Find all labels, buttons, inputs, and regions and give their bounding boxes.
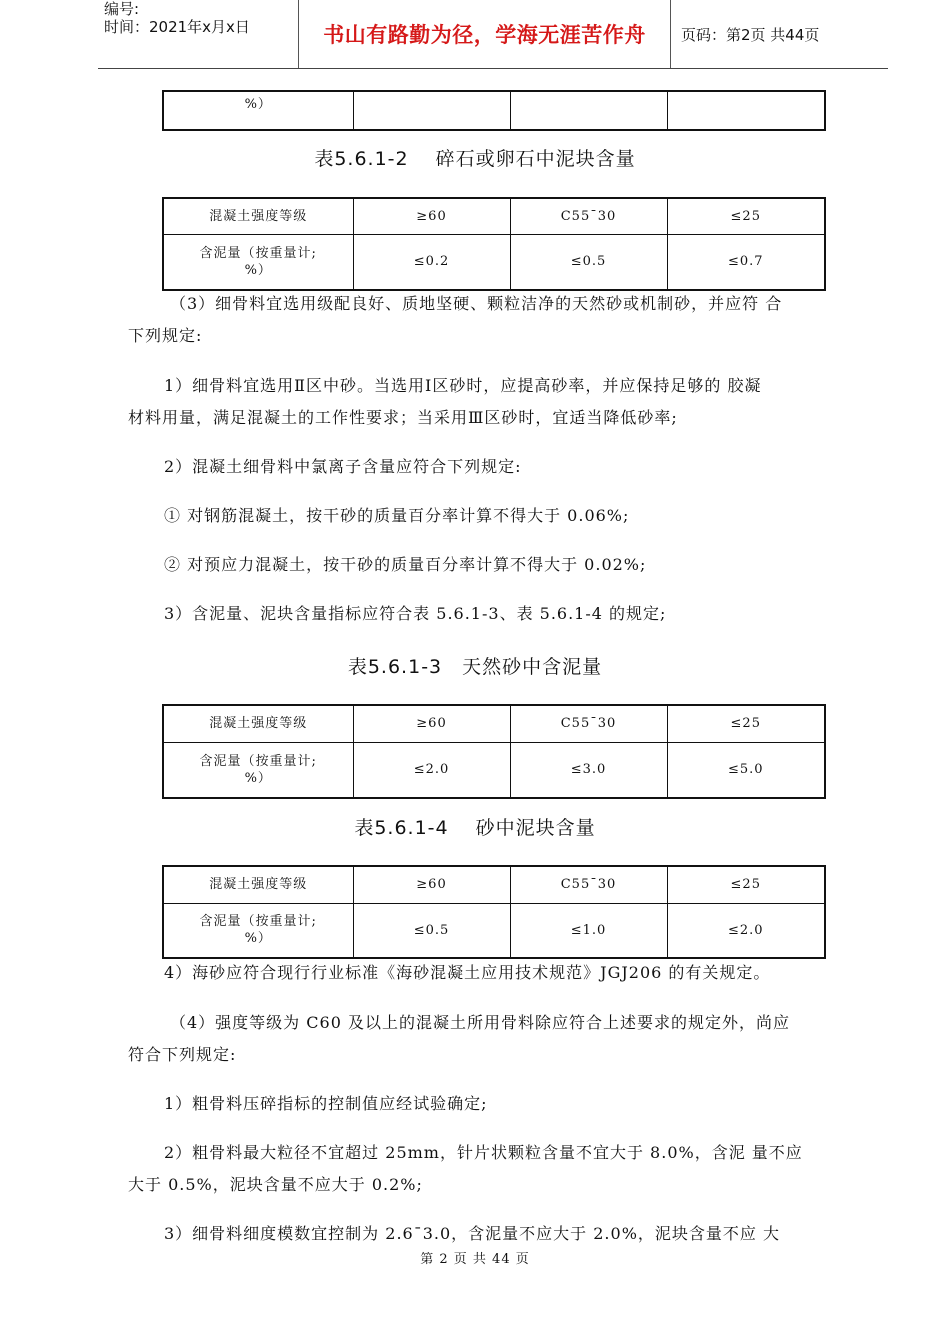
paragraph-block <box>128 1218 860 1250</box>
paragraph-block <box>128 370 860 434</box>
paragraph-block <box>128 957 860 989</box>
table-header-row <box>163 705 825 742</box>
paragraph-block <box>128 451 860 483</box>
table-header-row <box>163 866 825 903</box>
paragraph-line: ② 对预应力混凝土，按干砂的质量百分率计算不得大于 0.02%; <box>164 555 647 574</box>
table-cell <box>667 91 825 130</box>
table-cell: ≤0.7 <box>667 234 825 290</box>
paragraph-line: 大于 0.5%，泥块含量不应大于 0.2%; <box>128 1175 423 1194</box>
table-header-cell: C55¯30 <box>510 198 667 234</box>
header-motto: 书山有路勤为径，学海无涯苦作舟 <box>323 23 646 47</box>
paragraph-block <box>128 1088 860 1120</box>
paragraph-block <box>128 288 860 352</box>
paragraph-line: 4）海砂应符合现行行业标准《海砂混凝土应用技术规范》JGJ206 的有关规定。 <box>164 963 771 982</box>
time-label: 时间：2021年x月x日 <box>104 18 250 36</box>
paragraph-line: ① 对钢筋混凝土，按干砂的质量百分率计算不得大于 0.06%; <box>164 506 630 525</box>
table-cell: ≤1.0 <box>510 903 667 958</box>
paragraph-line: 1）细骨料宜选用Ⅱ区中砂。当选用Ⅰ区砂时，应提高砂率，并应保持足够的 胶凝 <box>164 376 762 395</box>
table-cell: ≤5.0 <box>667 742 825 798</box>
row-label <box>163 234 353 290</box>
row-label-line: 含泥量（按重量计; <box>199 245 317 261</box>
paragraph-line: 1）粗骨料压碎指标的控制值应经试验确定; <box>164 1094 488 1113</box>
table-title: 表5.6.1-2 碎石或卵石中泥块含量 <box>314 148 636 170</box>
paragraph-line: 下列规定: <box>128 326 203 345</box>
table-cell: ≤0.2 <box>353 234 510 290</box>
row-label-line: %） <box>244 770 272 786</box>
table-row <box>163 91 825 130</box>
table-5-6-1-4 <box>162 865 826 959</box>
paragraph-line: （4）强度等级为 C60 及以上的混凝土所用骨料除应符合上述要求的规定外，尚应 <box>170 1013 790 1032</box>
header-meta <box>98 0 298 68</box>
paragraph-line: 符合下列规定: <box>128 1045 237 1064</box>
paragraph-block <box>128 1007 860 1071</box>
table-cell <box>510 91 667 130</box>
paragraph-line: 2）粗骨料最大粒径不宜超过 25mm，针片状颗粒含量不宜大于 8.0%，含泥 量不应 <box>164 1143 803 1162</box>
table-cell: ≤2.0 <box>353 742 510 798</box>
table-row <box>163 742 825 798</box>
table-header-cell: ≤25 <box>667 705 825 742</box>
row-label <box>163 742 353 798</box>
table-header-cell: 混凝土强度等级 <box>163 198 353 234</box>
paragraph-line: 3）含泥量、泥块含量指标应符合表 5.6.1-3、表 5.6.1-4 的规定; <box>164 604 667 623</box>
paragraph-block <box>128 549 860 581</box>
page-footer: 第 2 页 共 44 页 <box>420 1252 530 1267</box>
row-label-line: %） <box>244 262 272 278</box>
paragraph-block <box>128 1137 860 1201</box>
table-partial <box>162 90 826 131</box>
table-5-6-1-3 <box>162 704 826 799</box>
table-header-cell: 混凝土强度等级 <box>163 705 353 742</box>
table-title: 表5.6.1-4 砂中泥块含量 <box>354 817 596 839</box>
table-header-cell: C55¯30 <box>510 866 667 903</box>
table-header-cell: ≥60 <box>353 705 510 742</box>
table-cell: %） <box>163 91 353 130</box>
table-header-cell: ≤25 <box>667 866 825 903</box>
paragraph-line: 2）混凝土细骨料中氯离子含量应符合下列规定: <box>164 457 522 476</box>
row-label <box>163 903 353 958</box>
table-cell: ≤0.5 <box>353 903 510 958</box>
row-label-line: 含泥量（按重量计; <box>199 914 317 930</box>
table-cell: ≤0.5 <box>510 234 667 290</box>
table-row <box>163 234 825 290</box>
table-row <box>163 903 825 958</box>
page-header <box>98 0 888 69</box>
table-header-cell: ≤25 <box>667 198 825 234</box>
code-label: 编号: <box>104 0 140 18</box>
table-cell: ≤3.0 <box>510 742 667 798</box>
row-label-line: 含泥量（按重量计; <box>199 753 317 769</box>
table-header-row <box>163 198 825 234</box>
paragraph-block <box>128 598 860 630</box>
paragraph-line: 材料用量，满足混凝土的工作性要求；当采用Ⅲ区砂时，宜适当降低砂率; <box>128 408 678 427</box>
table-header-cell: ≥60 <box>353 198 510 234</box>
table-header-cell: C55¯30 <box>510 705 667 742</box>
paragraph-block <box>128 500 860 532</box>
table-title: 表5.6.1-3 天然砂中含泥量 <box>347 656 603 678</box>
header-page-info: 页码：第2页 共44页 <box>681 25 820 44</box>
paragraph-line: （3）细骨料宜选用级配良好、质地坚硬、颗粒洁净的天然砂或机制砂，并应符 合 <box>170 294 783 313</box>
paragraph-line: 3）细骨料细度模数宜控制为 2.6¯3.0，含泥量不应大于 2.0%，泥块含量不应 大 <box>164 1224 780 1243</box>
table-header-cell: 混凝土强度等级 <box>163 866 353 903</box>
table-cell: ≤2.0 <box>667 903 825 958</box>
table-cell <box>353 91 510 130</box>
table-5-6-1-2 <box>162 197 826 291</box>
row-label-line: %） <box>244 931 272 947</box>
table-header-cell: ≥60 <box>353 866 510 903</box>
